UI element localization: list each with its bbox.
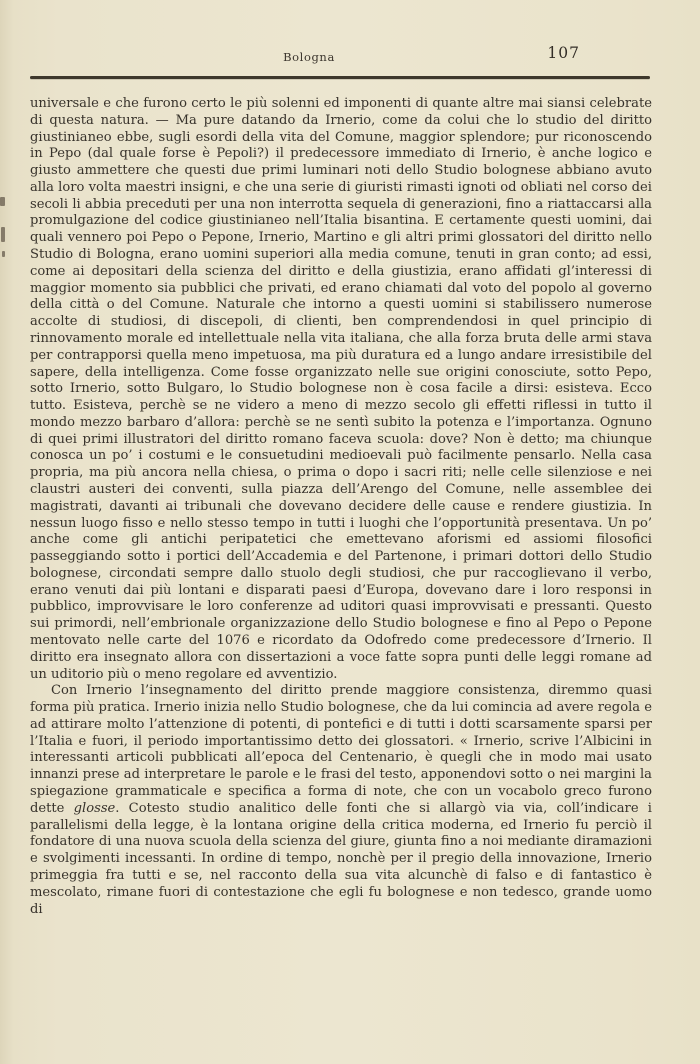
paragraph-1 xyxy=(30,96,652,683)
paragraph-1-text: universale e che furono certo le più solenni ed imponenti di quante altre mai siansi celebrate di questa natura. — Ma pure datando da Irnerio, come da colui che lo studio del diritto giustinianeo ebbe, sugli esordi della vita del Comune, maggior splendore; pur riconoscendo in Pepo (dal quale forse è Pepoli?) il predecessore immediato di Irnerio, è anche logico e giusto ammettere che questi due primi luminari noti dello Studio bolognese abbiano avuto alla loro volta maestri insigni, e che una serie di giuristi rimasti ignoti od obliati nel corso dei secoli li abbia preceduti per una non interrotta sequela di generazioni, fino a riattaccarsi alla promulgazione del codice giustinianeo nell’Italia bisantina. E certamente questi uomini, dai quali vennero poi Pepo o Pepone, Irnerio, Martino e gli altri primi glossatori del diritto nello Studio di Bologna, erano uomini superiori alla media comune, tenuti in gran conto; ad essi, come ai depositari della scienza del diritto e della giustizia, erano affidati gl’interessi di maggior momento sia pubblici che privati, ed erano chiamati dal voto del popolo al governo della città o del Comune. Naturale che intorno a questi uomini si stabilissero numerose accolte di studiosi, di discepoli, di clienti, ben comprendendosi in quel principio di rinnovamento morale ed intellettuale nella vita italiana, che alla forza bruta delle armi stava per contrapporsi quella meno impetuosa, ma più duratura ed a lungo andare irresistibile del sapere, della intelligenza. Come fosse organizzato nelle sue origini conosciute, sotto Pepo, sotto Irnerio, sotto Bulgaro, lo Studio bolognese non è cosa facile a dirsi: esisteva. Ecco tutto. Esisteva, perchè se ne videro a meno di mezzo secolo gli effetti riflessi in tutto il mondo mezzo barbaro d’allora: perchè se ne sentì subito la potenza e l’importanza. Ognuno di quei primi illustratori del diritto romano faceva scuola: dove? Non è detto; ma chiunque conosca un po’ i costumi e le consuetudini medioevali può facilmente pensarlo. Nella casa propria, ma più ancora nella chiesa, o prima o dopo i sacri riti; nelle celle silenziose e nei claustri austeri dei conventi, sulla piazza dell’Arengo del Comune, nelle assemblee dei magistrati, davanti ai tribunali che dovevano decidere delle cause e rendere giustizia. In nessun luogo fisso e nello stesso tempo in tutti i luoghi che l’opportunità presentava. Un po’ anche come gli antichi peripatetici che emettevano aforismi ed assiomi filosofici passeggiando sotto i portici dell’Accademia e del Partenone, i primari dottori dello Studio bolognese, circondati sempre dallo stuolo degli studiosi, che pur raccoglievano il verbo, erano venuti dai più lontani e disparati paesi d’Europa, dovevano dare i loro responsi in pubblico, improvvisare le loro conferenze ad uditori quasi improvvisati e pressanti. Questo sui primordi, nell’embrionale organizzazione dello Studio bolognese e fino al Pepo o Pepone mentovato nelle carte del 1076 e ricordato da Odofredo come predecessore d’Irnerio. Il diritto era insegnato allora con dissertazioni a voce fatte sopra punti delle leggi romane ad un uditorio più o meno regolare ed avventizio. xyxy=(30,96,652,682)
page-body xyxy=(30,96,652,918)
scan-artifact xyxy=(1,227,5,242)
italic-term-glosse: glosse xyxy=(73,800,116,816)
scan-artifact xyxy=(2,251,5,257)
page-header xyxy=(30,44,652,68)
page-number: 107 xyxy=(547,44,580,62)
running-title: Bologna xyxy=(283,50,335,64)
scan-artifact xyxy=(0,197,5,206)
paragraph-2-text-after-italic: . Cotesto studio analitico delle fonti che si allargò via via, coll’indicare i parallelismi della legge, è la lontana origine della critica moderna, ed Irnerio fu perciò il fondatore di una nuova scuola della scienza del giure, giunta fino a noi mediante diramazioni e svolgimenti incessanti. In ordine di tempo, nonchè per il pregio della innovazione, Irnerio primeggia fra tutti e se, nel racconto della sua vita alcunchè di falso e di fantastico è mescolato, rimane fuori di contestazione che egli fu bolognese e non tedesco, grande uomo di xyxy=(30,800,652,917)
paragraph-2 xyxy=(30,683,652,918)
paragraph-2-text-before-italic: Con Irnerio l’insegnamento del diritto prende maggiore consistenza, diremmo quasi forma più pratica. Irnerio inizia nello Studio bolognese, che da lui comincia ad avere regola e ad attirare molto l’attenzione di potenti, di pontefici e di tutti i dotti scarsamente sparsi per l’Italia e fuori, il periodo importantissimo detto dei glossatori. « Irnerio, scrive l’Albicini in interessanti articoli pubblicati all’epoca del Centenario, è quegli che in modo mai usato innanzi prese ad interpretare le parole e le frasi del testo, apponendovi sotto o nei margini la spiegazione grammaticale e specifica a forma di note, che con un vocabolo greco furono dette xyxy=(30,683,652,816)
header-rule xyxy=(30,76,650,79)
